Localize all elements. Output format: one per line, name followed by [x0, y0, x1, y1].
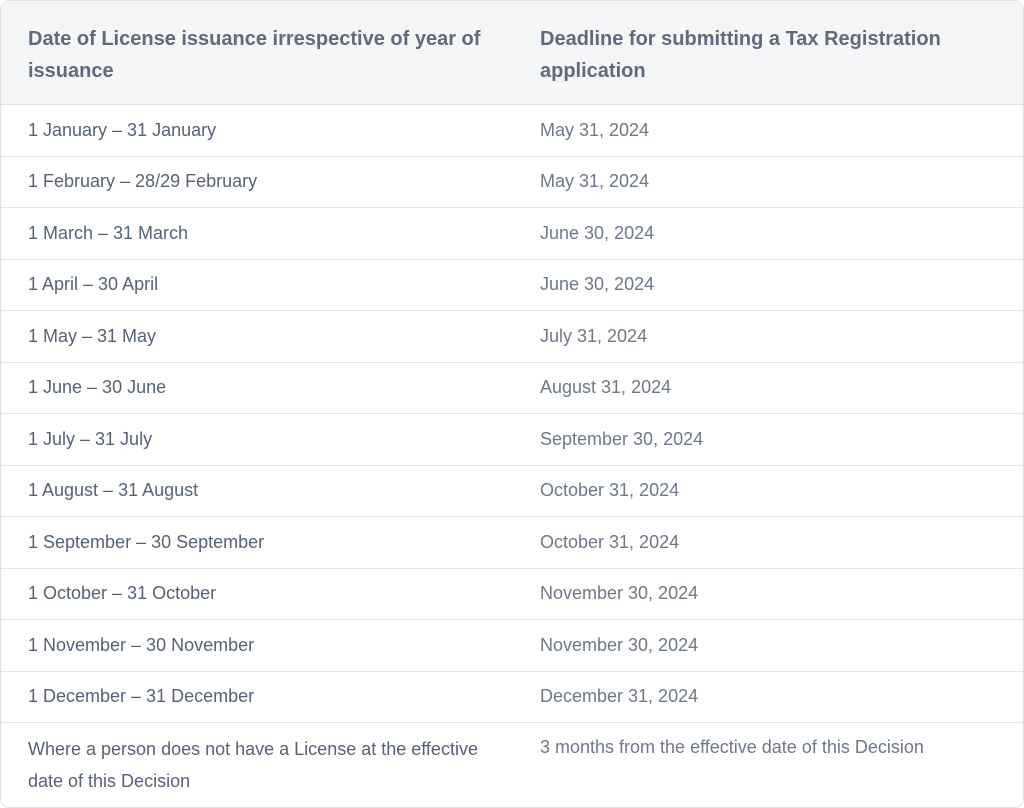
license-date-cell: 1 June – 30 June — [28, 377, 167, 398]
table-row — [1, 723, 1023, 806]
table-row — [1, 672, 1023, 724]
deadline-cell: August 31, 2024 — [540, 377, 672, 398]
license-date-cell: 1 September – 30 September — [28, 531, 265, 552]
table-row — [1, 569, 1023, 621]
table-row — [1, 311, 1023, 363]
table-row — [1, 466, 1023, 518]
license-date-cell: 1 November – 30 November — [28, 634, 255, 655]
table-row — [1, 620, 1023, 672]
table-body — [1, 105, 1023, 806]
deadline-cell: October 31, 2024 — [540, 531, 680, 552]
deadline-cell: November 30, 2024 — [540, 634, 699, 655]
license-date-cell: 1 January – 31 January — [28, 119, 217, 140]
license-date-cell: 1 March – 31 March — [28, 222, 189, 243]
license-date-cell: 1 April – 30 April — [28, 274, 159, 295]
deadline-cell: June 30, 2024 — [540, 274, 655, 295]
license-date-cell: 1 July – 31 July — [28, 428, 153, 449]
column-header-deadline: Deadline for submitting a Tax Registration application — [540, 28, 941, 82]
table-header — [1, 1, 1023, 105]
table-row — [1, 414, 1023, 466]
deadline-cell: December 31, 2024 — [540, 686, 699, 707]
table-row — [1, 260, 1023, 312]
license-date-cell: Where a person does not have a License at the effective date of this Decision — [28, 739, 478, 791]
table-row — [1, 105, 1023, 157]
license-date-cell: 1 October – 31 October — [28, 583, 217, 604]
table-row — [1, 363, 1023, 415]
table-row — [1, 157, 1023, 209]
table-row — [1, 208, 1023, 260]
deadline-cell: September 30, 2024 — [540, 428, 704, 449]
table-row — [1, 517, 1023, 569]
deadline-cell: May 31, 2024 — [540, 171, 650, 192]
deadline-cell: July 31, 2024 — [540, 325, 648, 346]
license-date-cell: 1 August – 31 August — [28, 480, 199, 501]
license-date-cell: 1 December – 31 December — [28, 686, 255, 707]
deadline-cell: October 31, 2024 — [540, 480, 680, 501]
deadline-cell: November 30, 2024 — [540, 583, 699, 604]
column-header-license-date: Date of License issuance irrespective of year of issuance — [28, 28, 481, 82]
deadline-cell: 3 months from the effective date of this Decision — [540, 737, 924, 757]
deadline-cell: June 30, 2024 — [540, 222, 655, 243]
deadline-cell: May 31, 2024 — [540, 119, 650, 140]
license-date-cell: 1 February – 28/29 February — [28, 171, 258, 192]
license-date-cell: 1 May – 31 May — [28, 325, 157, 346]
